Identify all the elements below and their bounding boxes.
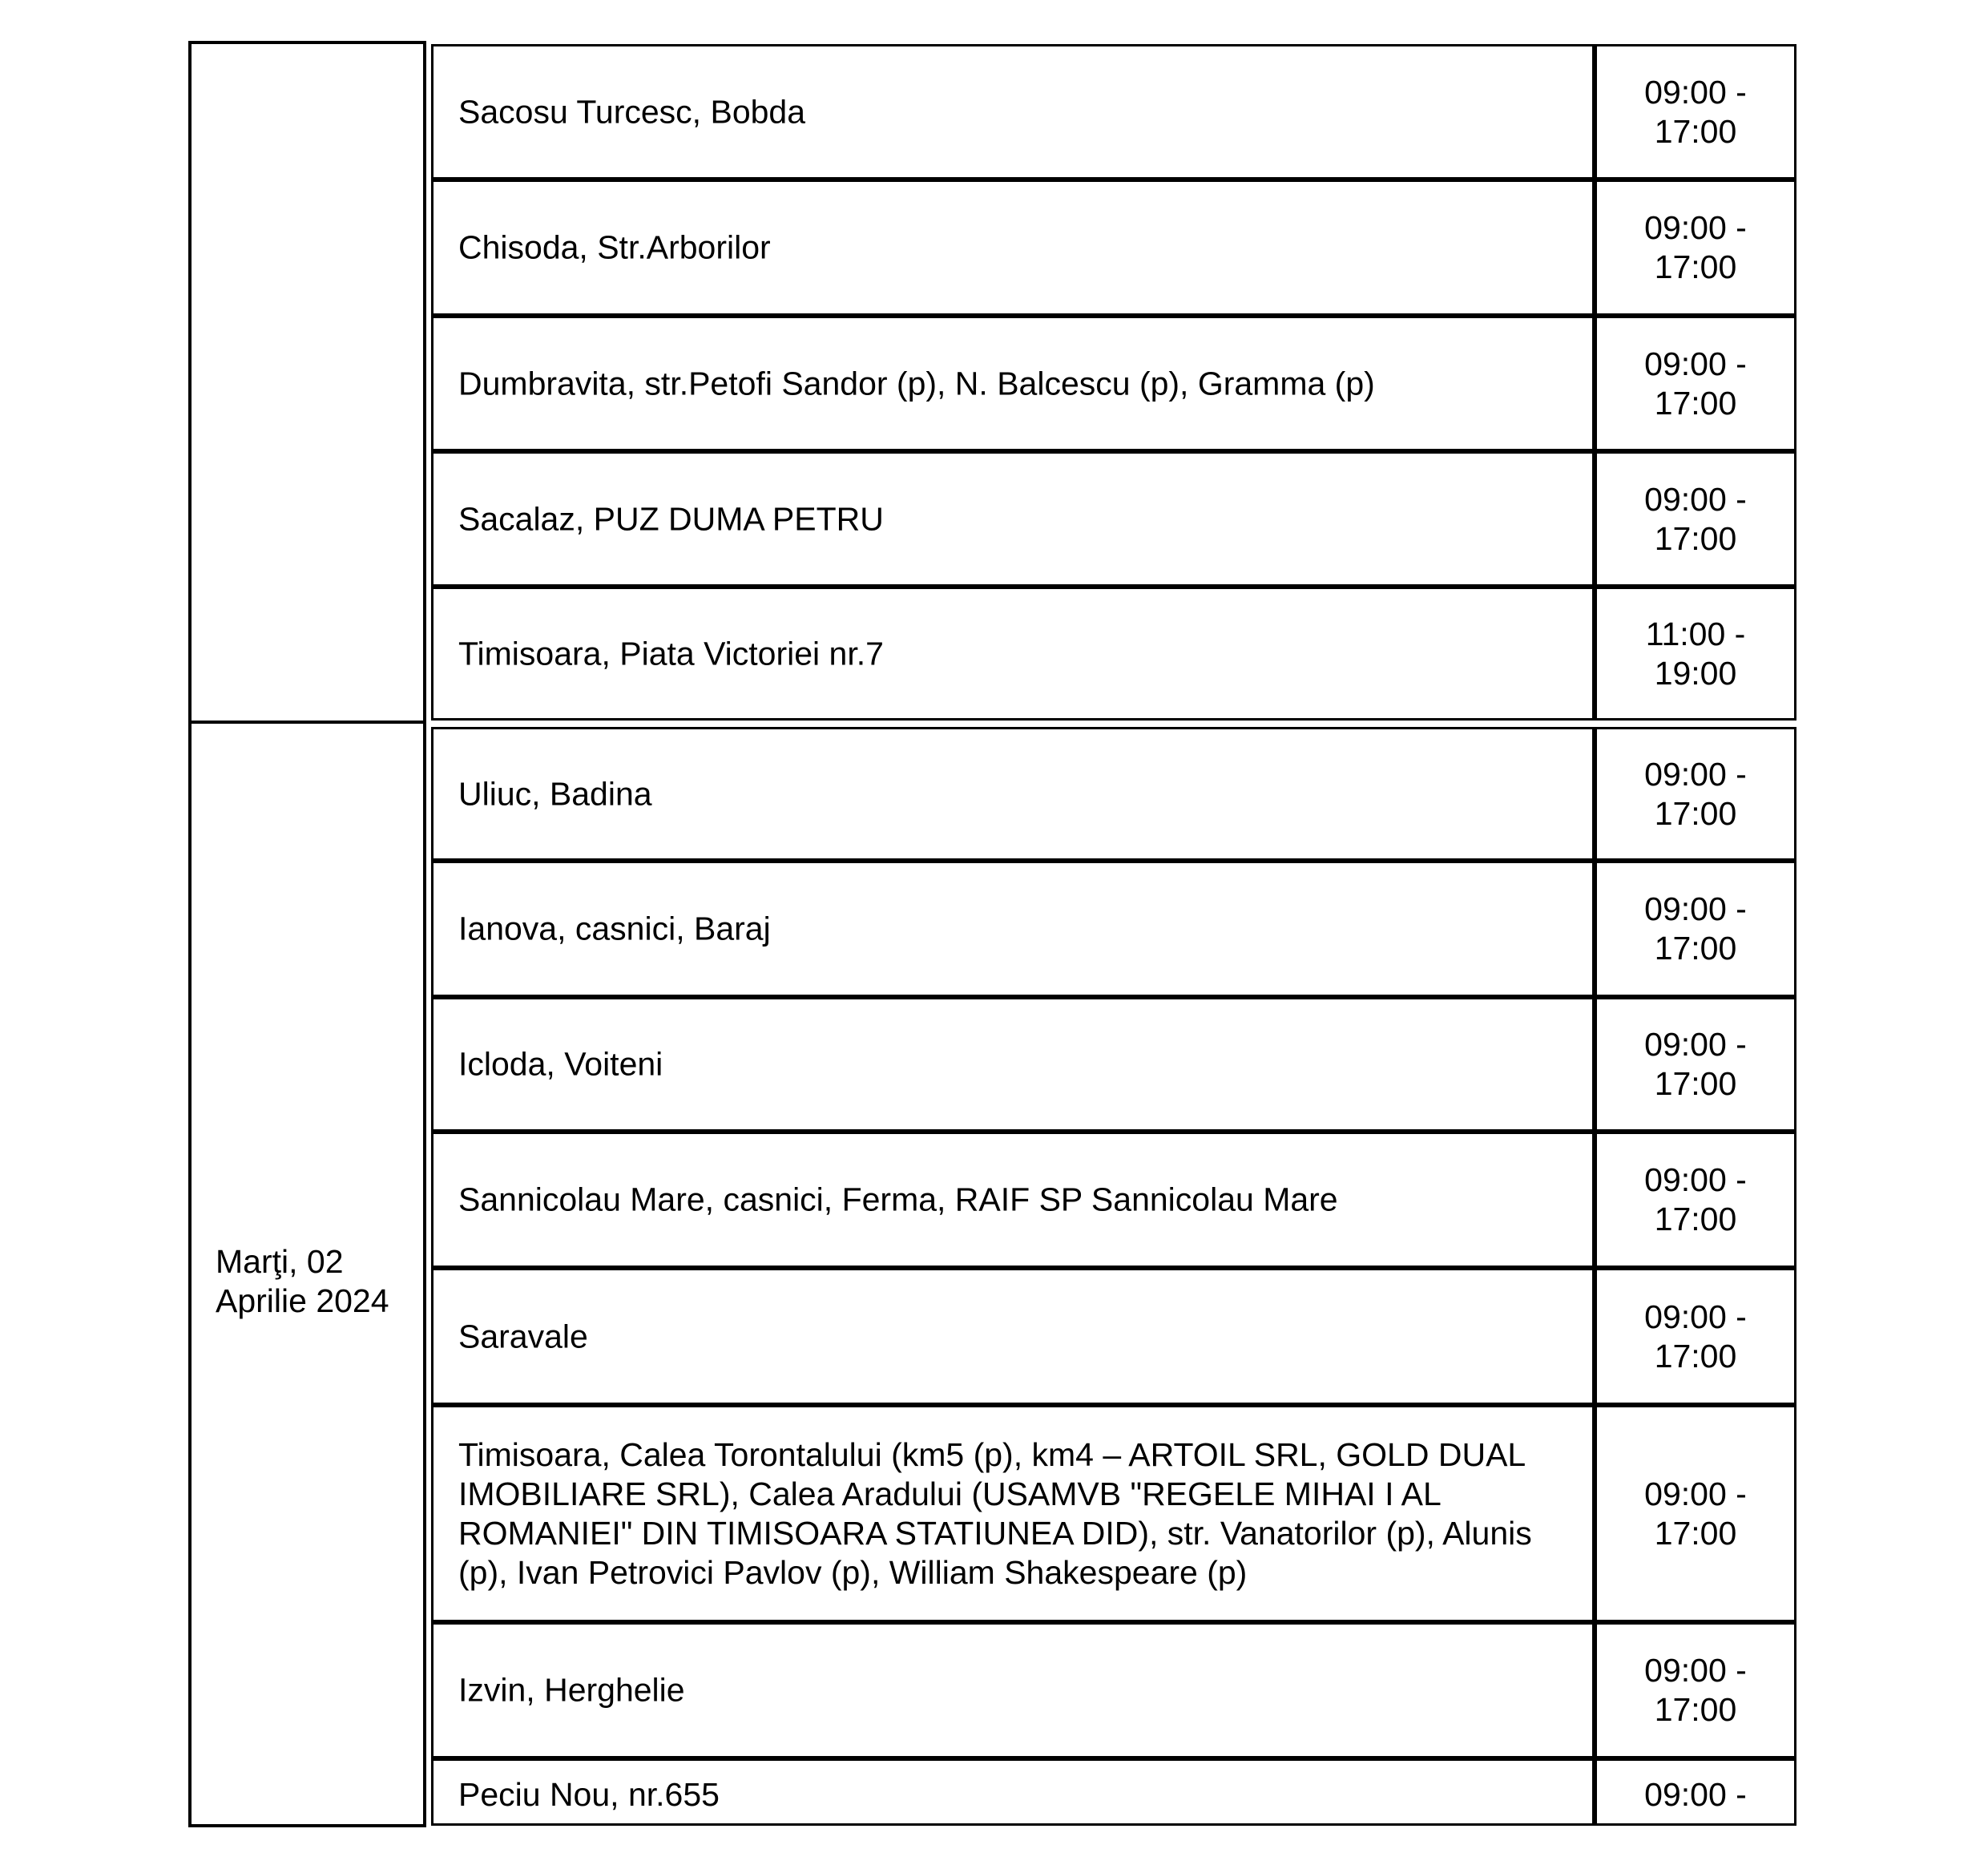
table-row — [433, 1625, 1794, 1761]
table-row — [433, 182, 1794, 318]
time-cell: 09:00 - 17:00 — [1644, 480, 1747, 557]
time-cell: 09:00 - 17:00 — [1644, 1652, 1747, 1728]
table-row — [433, 1270, 1794, 1407]
time-cell: 09:00 - 17:00 — [1644, 890, 1747, 967]
table-row — [433, 454, 1794, 589]
location-cell: Sannicolau Mare, casnici, Ferma, RAIF SP Sannicolau Mare — [458, 1181, 1338, 1218]
location-cell: Chisoda, Str.Arborilor — [458, 228, 771, 266]
time-cell: 09:00 - — [1644, 1776, 1747, 1813]
table-row — [433, 46, 1794, 182]
date-cell — [188, 41, 426, 724]
table-row — [433, 1761, 1794, 1826]
location-cell: Uliuc, Badina — [458, 775, 652, 812]
location-cell: Timisoara, Calea Torontalului (km5 (p), km4 – ARTOIL SRL, GOLD DUAL IMOBILIARE SRL), Calea Aradului (USAMVB "REGELE MIHAI I AL ROMANIEI" DIN TIMISOARA STATIUNEA DID), str. Vanatorilor (p), Alunis (p), Ivan Petrovici Pavlov (p), William Shakespeare (p) — [458, 1435, 1532, 1591]
location-cell: Icloda, Voiteni — [458, 1045, 663, 1083]
time-cell: 09:00 - 17:00 — [1644, 1475, 1747, 1552]
location-cell: Izvin, Herghelie — [458, 1671, 685, 1709]
location-cell: Ianova, casnici, Baraj — [458, 910, 771, 947]
time-cell: 09:00 - 17:00 — [1644, 73, 1747, 150]
time-cell: 09:00 - 17:00 — [1644, 1161, 1747, 1237]
schedule-table — [431, 44, 1796, 721]
date-label: Marţi, 02 Aprilie 2024 — [216, 1243, 389, 1319]
table-row — [433, 1134, 1794, 1270]
time-cell: 09:00 - 17:00 — [1644, 755, 1747, 832]
date-cell — [188, 721, 426, 1827]
table-row — [433, 589, 1794, 718]
time-cell: 09:00 - 17:00 — [1644, 345, 1747, 422]
location-cell: Dumbravita, str.Petofi Sandor (p), N. Balcescu (p), Gramma (p) — [458, 365, 1375, 402]
table-row — [433, 999, 1794, 1134]
location-cell: Sacosu Turcesc, Bobda — [458, 93, 806, 130]
location-cell: Timisoara, Piata Victoriei nr.7 — [458, 635, 884, 672]
table-row — [433, 863, 1794, 999]
table-row — [433, 1407, 1794, 1625]
location-cell: Saravale — [458, 1318, 588, 1354]
time-cell: 09:00 - 17:00 — [1644, 1026, 1747, 1102]
time-cell: 09:00 - 17:00 — [1644, 1298, 1747, 1375]
table-row — [433, 729, 1794, 863]
time-cell: 11:00 - 19:00 — [1645, 615, 1746, 692]
schedule-table — [431, 727, 1796, 1826]
time-cell: 09:00 - 17:00 — [1644, 209, 1747, 285]
location-cell: Peciu Nou, nr.655 — [458, 1776, 720, 1813]
table-row — [433, 318, 1794, 454]
location-cell: Sacalaz, PUZ DUMA PETRU — [458, 500, 884, 537]
